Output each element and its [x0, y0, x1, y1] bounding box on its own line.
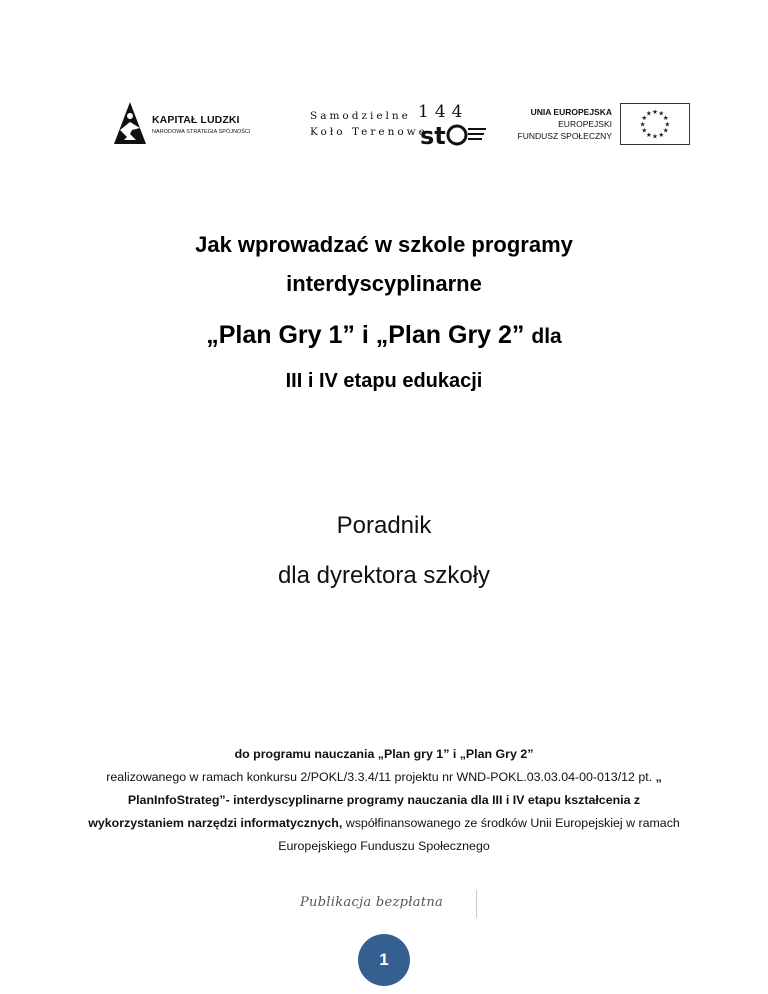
eu-star-icon: ★ — [645, 131, 652, 140]
ue-line2: EUROPEJSKI — [558, 119, 612, 129]
eu-star-icon: ★ — [639, 120, 646, 129]
skt-number: 144 — [418, 102, 469, 122]
eu-star-icon: ★ — [658, 109, 665, 118]
publication-divider — [476, 890, 477, 918]
eu-star-icon: ★ — [652, 132, 658, 141]
stowarzyszenie-mark-icon — [420, 122, 486, 148]
samodzielne-kolo-logo — [310, 104, 485, 148]
program-description — [80, 743, 688, 858]
subtitle-line1: Poradnik — [336, 512, 432, 539]
publication-note: Publikacja bezpłatna — [300, 895, 444, 910]
skt-line2: Koło Terenowe — [310, 126, 428, 138]
page-number-badge: 1 — [358, 934, 410, 986]
unia-europejska-logo — [515, 103, 690, 147]
eu-flag-icon — [620, 103, 690, 145]
description-text-1: realizowanego w ramach konkursu 2/POKL/3.3.4/11 projektu nr WND-POKL.03.03.04-00-013/12 pt. — [106, 770, 656, 784]
title-line2: interdyscyplinarne — [286, 271, 482, 296]
eu-star-icon: ★ — [658, 131, 665, 140]
description-text-2: współfinansowanego ze środków Unii Europejskiej w ramach Europejskiego Funduszu Społecznego — [278, 816, 680, 853]
eu-star-icon: ★ — [662, 126, 669, 135]
ue-line1: UNIA EUROPEJSKA — [530, 107, 612, 117]
subtitle-line2: dla dyrektora szkoły — [277, 562, 491, 589]
ue-line3: FUNDUSZ SPOŁECZNY — [517, 131, 612, 141]
eu-star-icon: ★ — [645, 109, 652, 118]
kapital-ludzki-subtitle: NARODOWA STRATEGIA SPÓJNOŚCI — [152, 129, 251, 135]
eu-star-icon: ★ — [641, 114, 648, 123]
eu-star-icon: ★ — [664, 120, 671, 129]
skt-line1: Samodzielne — [310, 110, 411, 122]
description-bold: „ PlanInfoStrateg”- interdyscyplinarne programy nauczania dla III i IV etapu kształcenia z wykorzystaniem narzędzi informatycznych, — [88, 770, 662, 830]
title-line4: III i IV etapu edukacji — [285, 370, 483, 392]
kapital-ludzki-mark-icon — [110, 100, 150, 146]
title-line3-tail: dla — [531, 325, 562, 348]
kapital-ludzki-logo — [110, 100, 265, 146]
title-line3-main: „Plan Gry 1” i „Plan Gry 2” — [206, 321, 525, 349]
svg-text:st: st — [420, 122, 446, 148]
kapital-ludzki-title: KAPITAŁ LUDZKI — [152, 114, 240, 126]
title-line1: Jak wprowadzać w szkole programy — [195, 232, 573, 257]
eu-star-icon: ★ — [662, 114, 669, 123]
eu-star-icon: ★ — [652, 108, 658, 116]
title-line3 — [0, 321, 768, 350]
eu-star-icon: ★ — [641, 126, 648, 135]
description-head: do programu nauczania „Plan gry 1” i „Plan Gry 2” — [234, 747, 534, 761]
